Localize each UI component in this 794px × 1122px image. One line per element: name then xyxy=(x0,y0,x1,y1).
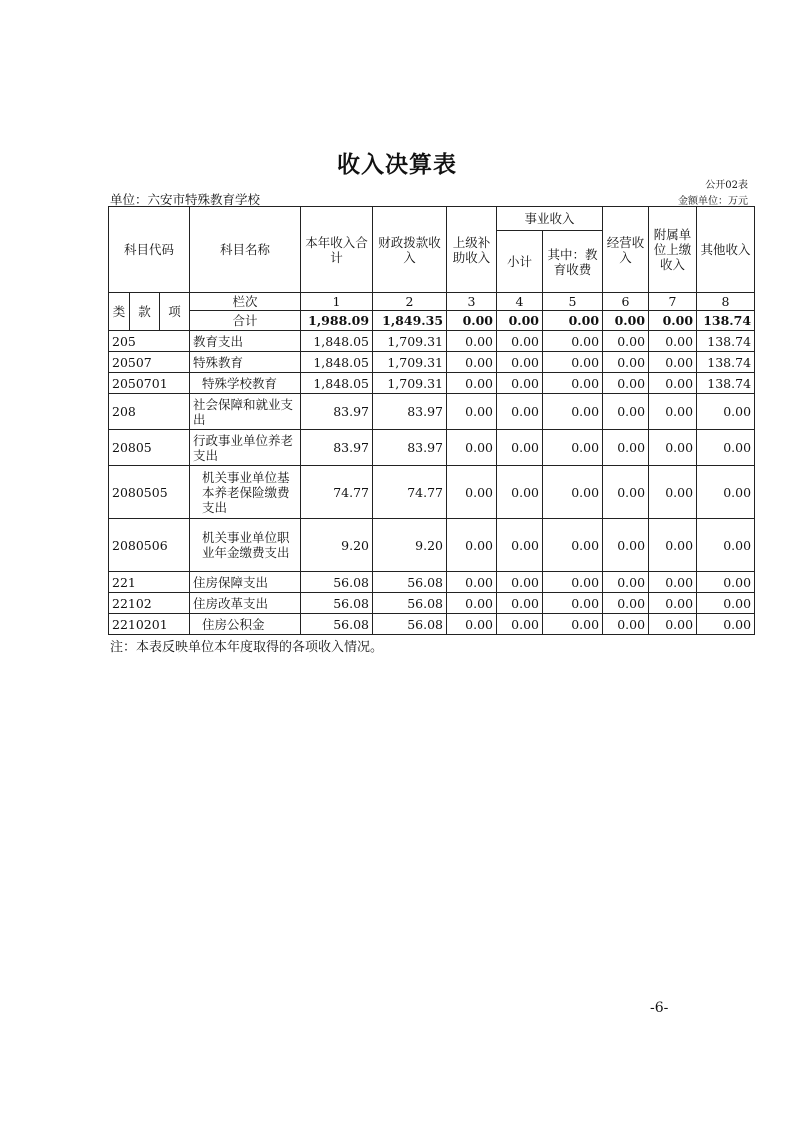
header-subsidy: 上级补助收入 xyxy=(447,207,497,293)
header-xiang: 项 xyxy=(160,293,190,331)
row-value: 0.00 xyxy=(447,572,497,593)
row-value: 0.00 xyxy=(543,430,603,466)
row-value: 0.00 xyxy=(649,466,697,519)
table-row xyxy=(109,331,755,352)
col-num: 5 xyxy=(543,293,603,311)
row-code: 205 xyxy=(109,331,190,352)
form-code: 公开02表 xyxy=(705,180,748,191)
row-name: 特殊学校教育 xyxy=(190,373,301,394)
total-value: 138.74 xyxy=(697,311,755,331)
row-value: 0.00 xyxy=(697,593,755,614)
row-value: 9.20 xyxy=(301,519,373,572)
row-value: 83.97 xyxy=(301,430,373,466)
row-value: 0.00 xyxy=(697,466,755,519)
row-value: 0.00 xyxy=(649,593,697,614)
header-career-edu: 其中：教育收费 xyxy=(543,231,603,293)
row-value: 0.00 xyxy=(649,373,697,394)
row-value: 0.00 xyxy=(603,614,649,635)
col-num: 4 xyxy=(497,293,543,311)
row-value: 0.00 xyxy=(497,572,543,593)
table-row xyxy=(109,614,755,635)
row-value: 0.00 xyxy=(497,614,543,635)
header-business: 经营收入 xyxy=(603,207,649,293)
table-row xyxy=(109,352,755,373)
row-value: 0.00 xyxy=(603,352,649,373)
row-code: 221 xyxy=(109,572,190,593)
row-value: 74.77 xyxy=(373,466,447,519)
row-value: 0.00 xyxy=(603,593,649,614)
row-value: 0.00 xyxy=(697,430,755,466)
row-value: 83.97 xyxy=(301,394,373,430)
row-value: 0.00 xyxy=(447,331,497,352)
row-value: 0.00 xyxy=(497,430,543,466)
row-value: 0.00 xyxy=(447,373,497,394)
row-value: 0.00 xyxy=(447,614,497,635)
total-value: 1,849.35 xyxy=(373,311,447,331)
row-value: 56.08 xyxy=(373,593,447,614)
row-value: 0.00 xyxy=(649,430,697,466)
row-name: 住房改革支出 xyxy=(190,593,301,614)
row-value: 0.00 xyxy=(543,572,603,593)
header-kuan: 款 xyxy=(130,293,160,331)
row-value: 0.00 xyxy=(497,373,543,394)
col-num: 2 xyxy=(373,293,447,311)
row-name: 教育支出 xyxy=(190,331,301,352)
row-value: 138.74 xyxy=(697,331,755,352)
table-row xyxy=(109,519,755,572)
row-value: 1,709.31 xyxy=(373,331,447,352)
row-name: 住房保障支出 xyxy=(190,572,301,593)
row-value: 0.00 xyxy=(447,352,497,373)
table-row xyxy=(109,394,755,430)
row-code: 20805 xyxy=(109,430,190,466)
row-value: 0.00 xyxy=(447,519,497,572)
header-code: 科目代码 xyxy=(109,207,190,293)
row-name: 机关事业单位基本养老保险缴费支出 xyxy=(190,466,301,519)
row-value: 83.97 xyxy=(373,430,447,466)
row-name: 住房公积金 xyxy=(190,614,301,635)
row-value: 1,848.05 xyxy=(301,373,373,394)
row-value: 0.00 xyxy=(603,572,649,593)
row-code: 2210201 xyxy=(109,614,190,635)
page-number: -6- xyxy=(650,1000,669,1016)
header-lei: 类 xyxy=(109,293,130,331)
header-other: 其他收入 xyxy=(697,207,755,293)
row-value: 0.00 xyxy=(603,466,649,519)
row-code: 208 xyxy=(109,394,190,430)
row-value: 0.00 xyxy=(649,352,697,373)
row-value: 0.00 xyxy=(497,593,543,614)
unit-label: 单位：六安市特殊教育学校 xyxy=(110,192,261,207)
header-row-3 xyxy=(109,293,755,311)
total-row xyxy=(109,311,755,331)
row-value: 0.00 xyxy=(697,614,755,635)
col-num: 8 xyxy=(697,293,755,311)
row-name: 机关事业单位职业年金缴费支出 xyxy=(190,519,301,572)
col-num: 1 xyxy=(301,293,373,311)
row-value: 0.00 xyxy=(543,519,603,572)
row-value: 1,709.31 xyxy=(373,352,447,373)
income-table xyxy=(108,206,755,635)
row-value: 0.00 xyxy=(543,373,603,394)
col-num: 6 xyxy=(603,293,649,311)
row-value: 0.00 xyxy=(603,519,649,572)
row-value: 138.74 xyxy=(697,352,755,373)
row-value: 74.77 xyxy=(301,466,373,519)
unit-line xyxy=(110,190,748,206)
row-code: 2080505 xyxy=(109,466,190,519)
row-code: 2080506 xyxy=(109,519,190,572)
row-value: 0.00 xyxy=(497,519,543,572)
row-value: 1,709.31 xyxy=(373,373,447,394)
row-code: 2050701 xyxy=(109,373,190,394)
col-num: 7 xyxy=(649,293,697,311)
row-value: 83.97 xyxy=(373,394,447,430)
row-value: 0.00 xyxy=(649,614,697,635)
table-row xyxy=(109,593,755,614)
header-row-1 xyxy=(109,207,755,231)
row-value: 0.00 xyxy=(447,466,497,519)
table-row xyxy=(109,466,755,519)
row-value: 56.08 xyxy=(373,572,447,593)
total-value: 0.00 xyxy=(497,311,543,331)
row-value: 0.00 xyxy=(497,466,543,519)
row-value: 56.08 xyxy=(373,614,447,635)
row-name: 社会保障和就业支出 xyxy=(190,394,301,430)
page-title: 收入决算表 xyxy=(337,152,457,178)
row-value: 0.00 xyxy=(603,331,649,352)
table-row xyxy=(109,373,755,394)
row-value: 0.00 xyxy=(603,430,649,466)
row-value: 0.00 xyxy=(649,519,697,572)
row-value: 0.00 xyxy=(603,373,649,394)
row-value: 0.00 xyxy=(447,593,497,614)
header-total: 本年收入合计 xyxy=(301,207,373,293)
row-value: 0.00 xyxy=(543,331,603,352)
row-value: 0.00 xyxy=(543,614,603,635)
total-value: 0.00 xyxy=(447,311,497,331)
row-value: 0.00 xyxy=(697,519,755,572)
header-fiscal: 财政拨款收入 xyxy=(373,207,447,293)
row-value: 138.74 xyxy=(697,373,755,394)
row-code: 22102 xyxy=(109,593,190,614)
row-value: 0.00 xyxy=(649,331,697,352)
row-name: 特殊教育 xyxy=(190,352,301,373)
row-value: 0.00 xyxy=(649,394,697,430)
table-note: 注：本表反映单位本年度取得的各项收入情况。 xyxy=(110,640,384,655)
row-value: 0.00 xyxy=(543,593,603,614)
row-value: 0.00 xyxy=(543,466,603,519)
table-row xyxy=(109,430,755,466)
header-lanci: 栏次 xyxy=(190,293,301,311)
row-value: 0.00 xyxy=(497,352,543,373)
total-value: 0.00 xyxy=(649,311,697,331)
row-value: 0.00 xyxy=(447,430,497,466)
header-name: 科目名称 xyxy=(190,207,301,293)
row-value: 56.08 xyxy=(301,593,373,614)
total-value: 0.00 xyxy=(603,311,649,331)
row-value: 0.00 xyxy=(543,394,603,430)
row-value: 56.08 xyxy=(301,572,373,593)
total-label: 合计 xyxy=(190,311,301,331)
row-value: 1,848.05 xyxy=(301,331,373,352)
row-value: 0.00 xyxy=(697,394,755,430)
total-value: 1,988.09 xyxy=(301,311,373,331)
header-career: 事业收入 xyxy=(497,207,603,231)
row-value: 0.00 xyxy=(497,394,543,430)
total-value: 0.00 xyxy=(543,311,603,331)
row-value: 0.00 xyxy=(649,572,697,593)
header-affiliated: 附属单位上缴收入 xyxy=(649,207,697,293)
row-value: 1,848.05 xyxy=(301,352,373,373)
header-career-subtotal: 小计 xyxy=(497,231,543,293)
row-value: 0.00 xyxy=(603,394,649,430)
row-code: 20507 xyxy=(109,352,190,373)
row-name: 行政事业单位养老支出 xyxy=(190,430,301,466)
row-value: 0.00 xyxy=(543,352,603,373)
row-value: 0.00 xyxy=(697,572,755,593)
amount-unit: 金额单位：万元 xyxy=(678,196,748,207)
table-row xyxy=(109,572,755,593)
row-value: 9.20 xyxy=(373,519,447,572)
row-value: 56.08 xyxy=(301,614,373,635)
row-value: 0.00 xyxy=(447,394,497,430)
row-value: 0.00 xyxy=(497,331,543,352)
col-num: 3 xyxy=(447,293,497,311)
